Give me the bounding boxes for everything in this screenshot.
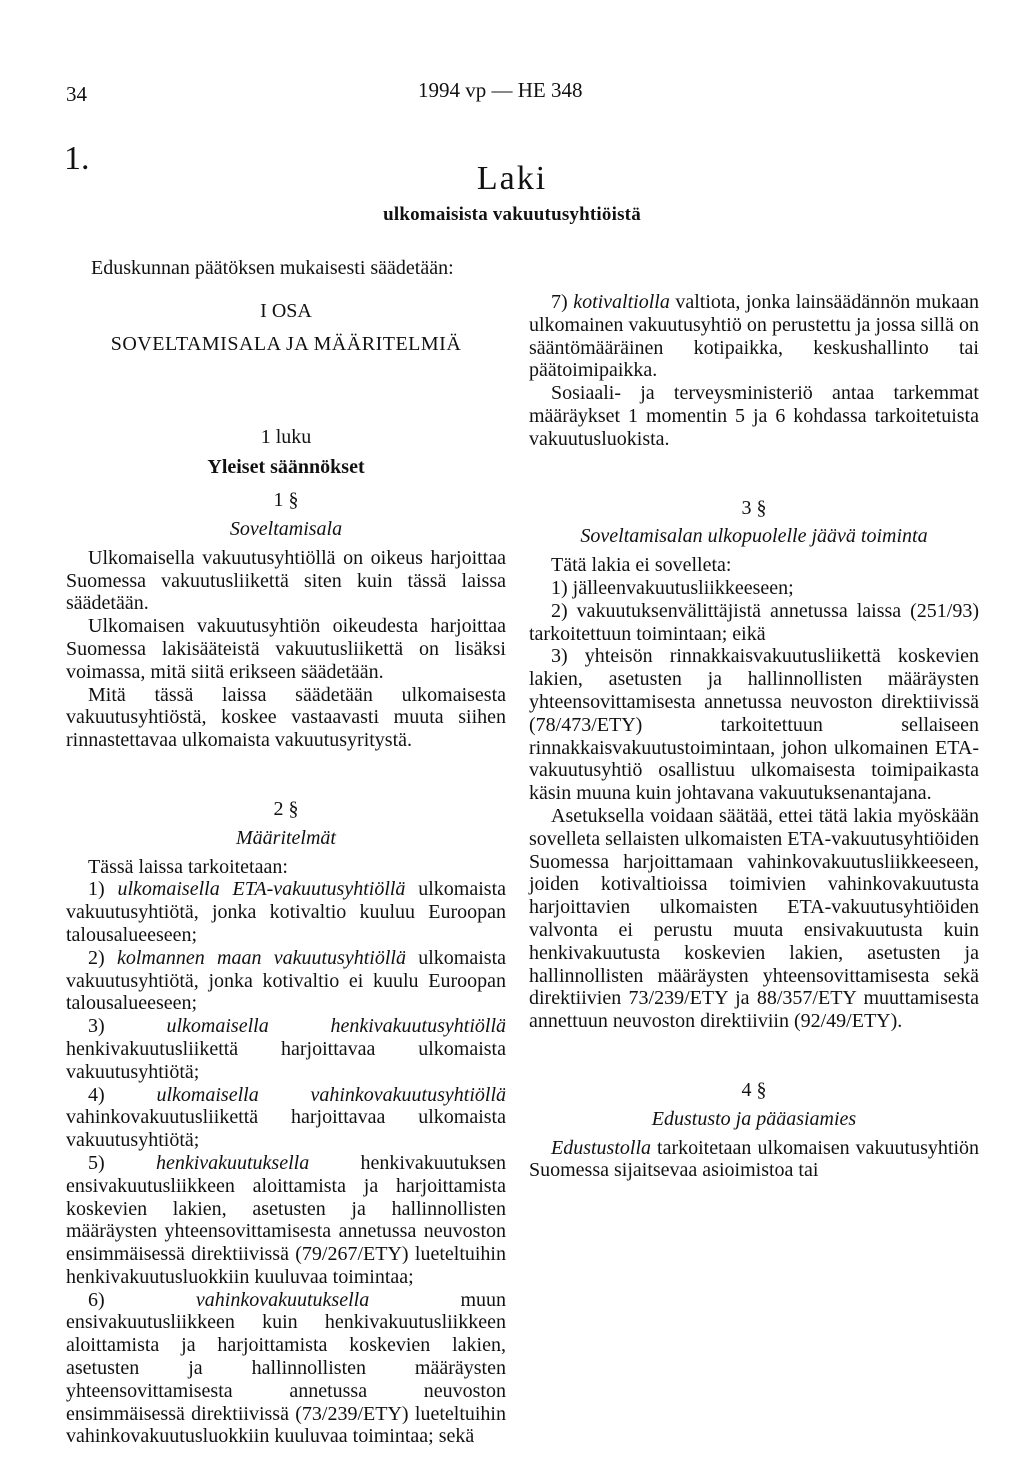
exclusion-item: 3) yhteisön rinnakkaisvakuutusliikettä koskevien lakien, asetusten ja hallinnollisten määräysten yhteensovittamisesta annetussa neuvoston direktiivissä (78/473/ETY) tarkoitettuun sellaiseen rinnakkaisvakuutustoimintaan, johon ulkomainen ETA-vakuutusyhtiö osallistuu ulkomaisesta toimipaikasta käsin muuna kuin johtavana vakuutuksenantajana.	[529, 645, 979, 805]
defined-term: ulkomaisella henkivakuutusyhtiöllä	[166, 1015, 507, 1038]
definition-item: 4) ulkomaisella vahinkovakuutusyhtiöllä vahinkovakuutusliikettä harjoittavaa ulkomaista vakuutusyhtiötä;	[66, 1083, 507, 1152]
defined-term: henkivakuutuksella	[155, 1151, 310, 1174]
exclusion-item: 1) jälleenvakuutusliikkeeseen;	[551, 576, 794, 599]
section-2-title: Määritelmät	[236, 826, 336, 849]
definition-item: 7) kotivaltiolla valtiota, jonka lainsäädännön mukaan ulkomainen vakuutusyhtiö on perustettu ja jossa sillä on sääntömääräinen kotipaikka, keskushallinto tai päätoimipaikka.	[529, 291, 980, 382]
law-subtitle: ulkomaisista vakuutusyhtiöistä	[383, 204, 641, 225]
section-4-paragraph: Edustustolla tarkoitetaan ulkomaisen vakuutusyhtiön Suomessa sijaitsevaa asioimistoa tai	[529, 1136, 979, 1182]
section-1-number: 1 §	[273, 489, 299, 512]
left-column	[66, 300, 506, 1448]
defined-term: kolmannen maan vakuutusyhtiöllä	[116, 946, 406, 969]
part-label: I OSA	[260, 300, 312, 322]
section-3-number: 3 §	[741, 496, 767, 519]
running-head: 1994 vp — HE 348	[418, 78, 583, 102]
enacting-clause: Eduskunnan päätöksen mukaisesti säädetään:	[91, 257, 454, 279]
section-2-intro: Tässä laissa tarkoitetaan:	[88, 855, 288, 878]
section-3-intro: Tätä lakia ei sovelleta:	[551, 554, 732, 577]
defined-term: vahinkovakuutuksella	[195, 1288, 370, 1311]
definition-item: 5) henkivakuutuksella henkivakuutuksen ensivakuutusliikkeen aloittamista ja harjoittamista koskevien lakien, asetusten ja hallinnollisten määräysten yhteensovittamisesta annetussa neuvoston ensimmäisessä direktiivissä (79/267/ETY) lueteltuihin henkivakuutusluokkiin kuuluvaa toimintaa;	[66, 1151, 507, 1288]
defined-term: kotivaltiolla	[573, 291, 670, 313]
section-1-paragraph: Ulkomaisella vakuutusyhtiöllä on oikeus harjoittaa Suomessa vakuutusliikettä siten kuin tässä laissa säädetään.	[66, 546, 506, 615]
section-4-title: Edustusto ja pääasiamies	[651, 1107, 857, 1130]
law-title: Laki	[476, 160, 548, 197]
definition-item: 3) ulkomaisella henkivakuutusyhtiöllä henkivakuutusliikettä harjoittavaa ulkomaista vakuutusyhtiötä;	[66, 1015, 507, 1083]
page-number: 34	[66, 82, 87, 106]
chapter-label: 1 luku	[260, 425, 312, 448]
defined-term: ulkomaisella ETA-vakuutusyhtiöllä	[117, 878, 406, 901]
section-4-number: 4 §	[741, 1078, 767, 1101]
chapter-title: Yleiset säännökset	[207, 456, 365, 479]
defined-term: ulkomaisella vahinkovakuutusyhtiöllä	[156, 1083, 507, 1106]
section-1-title: Soveltamisala	[229, 517, 343, 540]
section-2-closing: Sosiaali- ja terveysministeriö antaa tarkemmat määräykset 1 momentin 5 ja 6 kohdassa tarkoitetuista vakuutusluokista.	[529, 382, 979, 450]
exclusion-item: 2) vakuutuksenvälittäjistä annetussa laissa (251/93) tarkoitettuun toimintaan; eikä	[529, 599, 979, 645]
definition-item: 6) vahinkovakuutuksella muun ensivakuutusliikkeen kuin henkivakuutusliikkeen aloittamista ja harjoittamista koskevien lakien, asetusten ja hallinnollisten määräysten yhteensovittamisesta annetussa neuvoston ensimmäisessä direktiivissä (73/239/ETY) lueteltuihin vahinkovakuutusluokkiin kuuluvaa toimintaa; sekä	[66, 1288, 507, 1448]
section-1-paragraph: Mitä tässä laissa säädetään ulkomaisesta vakuutusyhtiöstä, koskee vastaavasti muuta siihen rinnastettavaa ulkomaista vakuutusyritystä.	[66, 683, 506, 752]
section-2-number: 2 §	[273, 797, 299, 820]
right-column	[529, 291, 979, 1182]
defined-term: Edustustolla	[551, 1136, 652, 1159]
definition-item: 1) ulkomaisella ETA-vakuutusyhtiöllä ulkomaista vakuutusyhtiötä, jonka kotivaltio kuuluu Euroopan talousalueeseen;	[66, 878, 507, 946]
section-1-paragraph: Ulkomaisen vakuutusyhtiön oikeudesta harjoittaa Suomessa lakisääteistä vakuutusliikettä on lisäksi voimassa, mitä siitä erikseen säädetään.	[66, 615, 506, 683]
section-3-title: Soveltamisalan ulkopuolelle jäävä toiminta	[580, 525, 928, 548]
section-3-closing: Asetuksella voidaan säätää, ettei tätä lakia myöskään sovelleta sellaisten ulkomaisten ETA-vakuutusyhtiöiden Suomessa harjoittamaan vahinkovakuutusliikkeeseen, joiden kotivaltioissa toimivien vahinkovakuutusta harjoittavien ulkomaisten ETA-vakuutusyhtiöiden valvonta ei perustu muuta ensivakuutusta kuin henkivakuutusta koskevien lakien, asetusten ja hallinnollisten määräysten yhteensovittamisesta sekä direktiivien 73/239/ETY ja 88/357/ETY muuttamisesta annettuun neuvoston direktiiviin (92/49/ETY).	[529, 804, 979, 1033]
part-title: SOVELTAMISALA JA MÄÄRITELMIÄ	[110, 332, 462, 355]
document-number: 1.	[64, 140, 90, 177]
definition-item: 2) kolmannen maan vakuutusyhtiöllä ulkomaista vakuutusyhtiötä, jonka kotivaltio ei kuulu Euroopan talousalueeseen;	[66, 946, 507, 1015]
